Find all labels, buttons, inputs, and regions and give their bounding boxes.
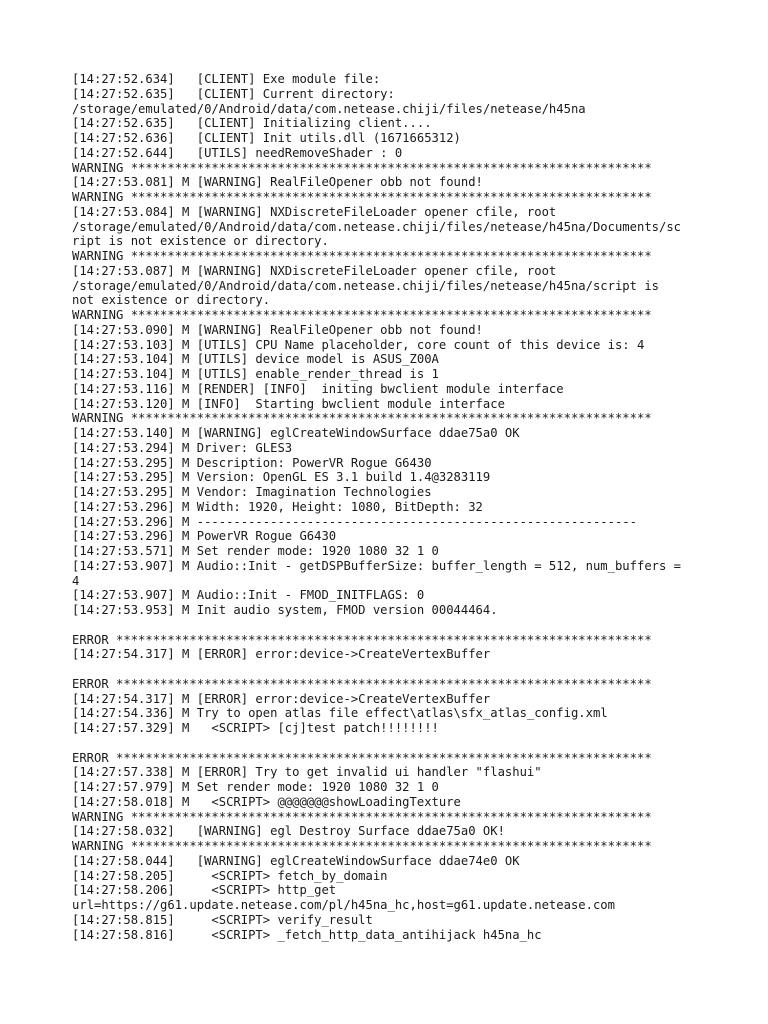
log-line: [14:27:52.644] [UTILS] needRemoveShader : 0 xyxy=(72,145,403,160)
log-line: ript is not existence or directory. xyxy=(72,234,329,249)
log-line: [14:27:52.635] [CLIENT] Initializing client.... xyxy=(72,116,432,131)
log-line: [14:27:53.090] M [WARNING] RealFileOpener obb not found! xyxy=(72,322,483,337)
log-line: [14:27:53.081] M [WARNING] RealFileOpener obb not found! xyxy=(72,175,483,190)
log-line: /storage/emulated/0/Android/data/com.netease.chiji/files/netease/h45na/Documents/sc xyxy=(72,219,682,234)
log-line: WARNING *********************************************************************** xyxy=(72,411,652,426)
log-line: [14:27:53.087] M [WARNING] NXDiscreteFileLoader opener cfile, root xyxy=(72,263,557,278)
log-line xyxy=(72,736,712,751)
log-line: [14:27:58.032] [WARNING] egl Destroy Surface ddae75a0 OK! xyxy=(72,824,505,839)
log-line: [14:27:57.338] M [ERROR] Try to get invalid ui handler "flashui" xyxy=(72,765,542,780)
log-line: [14:27:53.120] M [INFO] Starting bwclient module interface xyxy=(72,396,505,411)
log-line: [14:27:53.295] M Vendor: Imagination Technologies xyxy=(72,485,432,499)
log-line: [14:27:53.295] M Version: OpenGL ES 3.1 build 1.4@3283119 xyxy=(72,470,491,485)
log-line: /storage/emulated/0/Android/data/com.netease.chiji/files/netease/h45na xyxy=(72,101,586,116)
log-line: not existence or directory. xyxy=(72,293,271,308)
log-line: [14:27:53.103] M [UTILS] CPU Name placeholder, core count of this device is: 4 xyxy=(72,337,645,352)
log-line: WARNING *********************************************************************** xyxy=(72,249,652,263)
log-line xyxy=(72,662,712,677)
log-line: [14:27:53.296] M PowerVR Rogue G6430 xyxy=(72,529,337,544)
log-line: [14:27:54.336] M Try to open atlas file effect\atlas\sfx_atlas_config.xml xyxy=(72,706,608,721)
log-line: [14:27:54.317] M [ERROR] error:device->CreateVertexBuffer xyxy=(72,691,491,706)
log-line: [14:27:53.295] M Description: PowerVR Rogue G6430 xyxy=(72,455,432,470)
log-line: 4 xyxy=(72,573,80,588)
log-line: [14:27:53.294] M Driver: GLES3 xyxy=(72,440,293,455)
log-line: [14:27:53.084] M [WARNING] NXDiscreteFileLoader opener cfile, root xyxy=(72,204,557,219)
log-line: [14:27:58.815] <SCRIPT> verify_result xyxy=(72,912,373,927)
log-line: [14:27:52.634] [CLIENT] Exe module file: xyxy=(72,72,381,86)
log-line: [14:27:53.907] M Audio::Init - getDSPBufferSize: buffer_length = 512, num_buffers = xyxy=(72,558,682,573)
log-line: WARNING *********************************************************************** xyxy=(72,160,652,175)
log-line: [14:27:58.205] <SCRIPT> fetch_by_domain xyxy=(72,868,388,883)
log-line: [14:27:53.953] M Init audio system, FMOD version 00044464. xyxy=(72,603,498,617)
log-line: WARNING *********************************************************************** xyxy=(72,308,652,322)
log-line: [14:27:58.018] M <SCRIPT> @@@@@@@showLoadingTexture xyxy=(72,794,461,809)
log-document xyxy=(72,72,712,942)
log-line: [14:27:58.206] <SCRIPT> http_get xyxy=(72,883,337,898)
log-line: [14:27:53.296] M ------------------------------------------------------------ xyxy=(72,514,637,529)
log-line: WARNING *********************************************************************** xyxy=(72,839,652,853)
log-line: [14:27:52.635] [CLIENT] Current directory: xyxy=(72,86,395,101)
log-line: [14:27:53.907] M Audio::Init - FMOD_INITFLAGS: 0 xyxy=(72,588,425,603)
log-line: ERROR ************************************************************************* xyxy=(72,632,652,647)
log-line: [14:27:53.104] M [UTILS] enable_render_thread is 1 xyxy=(72,367,439,381)
log-line: ERROR ************************************************************************* xyxy=(72,750,652,765)
log-line: [14:27:53.104] M [UTILS] device model is ASUS_Z00A xyxy=(72,352,439,367)
log-line: [14:27:54.317] M [ERROR] error:device->CreateVertexBuffer xyxy=(72,647,491,662)
log-line: [14:27:52.636] [CLIENT] Init utils.dll (1671665312) xyxy=(72,131,461,145)
log-line: [14:27:53.296] M Width: 1920, Height: 1080, BitDepth: 32 xyxy=(72,499,483,514)
log-line: WARNING *********************************************************************** xyxy=(72,190,652,204)
log-line: [14:27:58.816] <SCRIPT> _fetch_http_data_antihijack h45na_hc xyxy=(72,927,542,942)
log-line: [14:27:58.044] [WARNING] eglCreateWindowSurface ddae74e0 OK xyxy=(72,853,520,868)
log-line: [14:27:53.140] M [WARNING] eglCreateWindowSurface ddae75a0 OK xyxy=(72,426,520,440)
log-line: WARNING *********************************************************************** xyxy=(72,809,652,824)
log-line: [14:27:53.571] M Set render mode: 1920 1080 32 1 0 xyxy=(72,544,439,558)
log-line: ERROR ************************************************************************* xyxy=(72,676,652,691)
log-line: [14:27:57.329] M <SCRIPT> [cj]test patch!!!!!!!! xyxy=(72,721,439,735)
log-line: url=https://g61.update.netease.com/pl/h45na_hc,host=g61.update.netease.com xyxy=(72,898,615,912)
log-line: /storage/emulated/0/Android/data/com.netease.chiji/files/netease/h45na/script is xyxy=(72,278,659,293)
log-line: [14:27:53.116] M [RENDER] [INFO] initing bwclient module interface xyxy=(72,381,564,396)
log-line: [14:27:57.979] M Set render mode: 1920 1080 32 1 0 xyxy=(72,780,439,794)
log-line xyxy=(72,618,712,633)
